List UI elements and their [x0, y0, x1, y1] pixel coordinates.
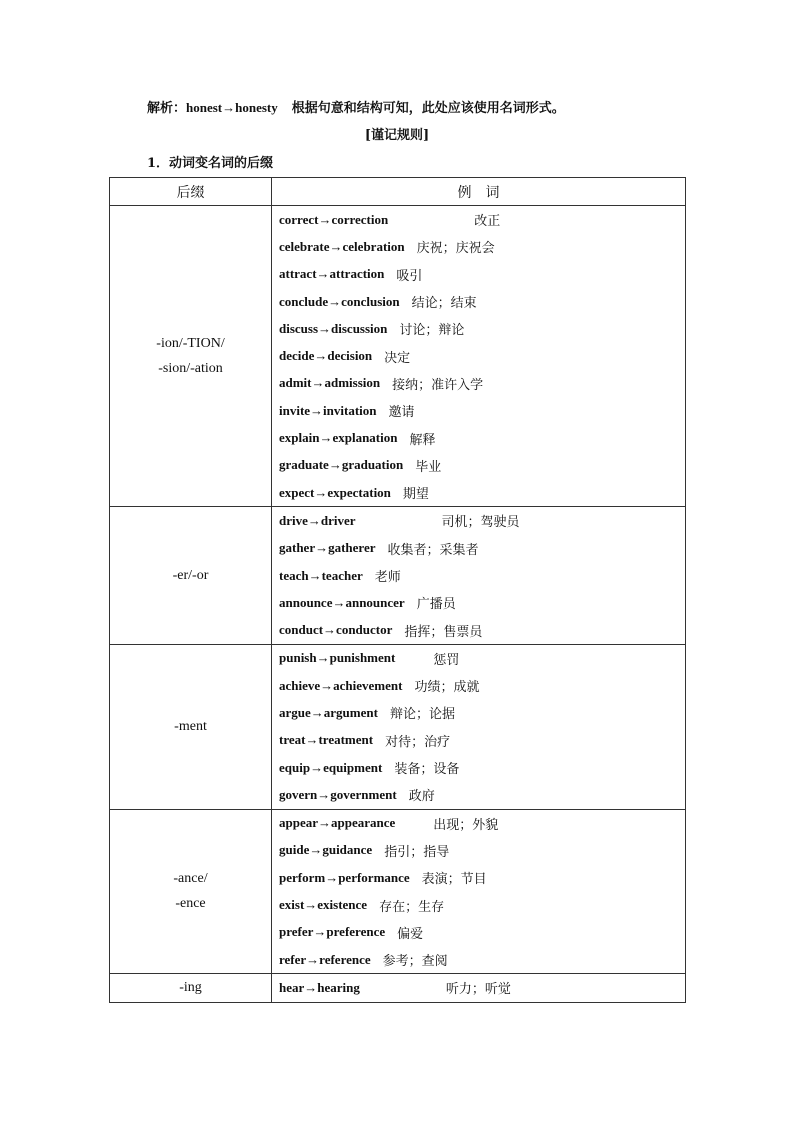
table-row [110, 507, 686, 644]
list-item [279, 479, 685, 506]
example-meaning: 参考；查阅 [382, 954, 448, 970]
list-item [279, 645, 685, 672]
list-item [279, 233, 685, 260]
list-item [279, 342, 685, 369]
list-item [279, 946, 685, 973]
example-word: perform→performance [279, 869, 410, 885]
list-item [279, 562, 685, 589]
example-word: invite→invitation [279, 402, 377, 418]
example-meaning: 指引；指导 [384, 844, 450, 860]
list-item [279, 261, 685, 288]
example-meaning: 庆祝；庆祝会 [416, 241, 495, 257]
example-meaning: 毕业 [415, 459, 442, 475]
list-item [279, 864, 685, 891]
example-word: correct→correction [279, 211, 389, 227]
example-meaning: 表演；节目 [421, 872, 487, 888]
suffix-cell [110, 809, 272, 974]
example-meaning: 收集者；采集者 [387, 542, 479, 558]
section-title: 1．动词变名词的后缀 [147, 156, 274, 171]
example-word: refer→reference [279, 951, 371, 967]
example-word: treat→treatment [279, 732, 374, 748]
examples-cell [272, 644, 686, 809]
table-header-row [110, 178, 686, 206]
examples-cell [272, 507, 686, 644]
example-word: graduate→graduation [279, 457, 404, 473]
list-item [279, 589, 685, 616]
example-word: expect→expectation [279, 484, 391, 500]
list-item [279, 397, 685, 424]
example-list [272, 974, 685, 1001]
example-meaning: 辩论；论据 [389, 707, 455, 723]
example-meaning: 存在；生存 [379, 899, 445, 915]
header-suffix: 后缀 [110, 178, 272, 206]
example-word: decide→decision [279, 348, 373, 364]
list-item [279, 727, 685, 754]
example-word: argue→argument [279, 704, 378, 720]
example-word: punish→punishment [279, 650, 396, 666]
list-item [279, 206, 685, 233]
example-meaning: 司机；驾驶员 [441, 515, 520, 531]
suffix-label-continued: -ence [175, 896, 206, 912]
table-row [110, 809, 686, 974]
analysis-text: 根据句意和结构可知，此处应该使用名词形式。 [291, 101, 565, 116]
example-meaning: 解释 [409, 432, 436, 448]
suffix-cell [110, 206, 272, 507]
example-meaning: 结论；结束 [411, 296, 477, 312]
analysis-line [147, 97, 565, 116]
suffix-label: -er/-or [172, 568, 209, 583]
example-meaning: 接纳；准许入学 [392, 377, 484, 393]
example-list [272, 507, 685, 643]
suffix-cell [110, 644, 272, 809]
example-meaning: 听力；听觉 [445, 982, 511, 998]
example-meaning: 改正 [474, 214, 501, 230]
table-body [110, 206, 686, 1003]
list-item [279, 919, 685, 946]
suffix-label: -ion/-TION/ [156, 336, 225, 352]
example-meaning: 对待；治疗 [385, 734, 451, 750]
example-meaning: 老师 [374, 570, 401, 585]
examples-cell [272, 206, 686, 507]
table-row [110, 974, 686, 1002]
list-item [279, 699, 685, 726]
example-meaning: 功绩；成就 [414, 680, 480, 696]
list-item [279, 452, 685, 479]
analysis-word: honest→honesty [186, 100, 278, 115]
rule-title: [谨记规则] [364, 128, 430, 143]
header-examples: 例 词 [272, 178, 686, 206]
examples-cell [272, 974, 686, 1002]
list-item [279, 781, 685, 808]
example-meaning: 指挥；售票员 [404, 624, 483, 640]
example-word: achieve→achievement [279, 677, 403, 693]
suffix-label: -ance/ [173, 871, 208, 887]
example-meaning: 政府 [408, 789, 435, 805]
example-word: prefer→preference [279, 924, 386, 940]
suffix-label-continued: -sion/-ation [158, 361, 223, 377]
table-row [110, 206, 686, 507]
examples-cell [272, 809, 686, 974]
example-word: guide→guidance [279, 842, 373, 858]
example-meaning: 出现；外貌 [433, 817, 499, 833]
list-item [279, 810, 685, 837]
example-word: exist→existence [279, 897, 368, 913]
example-meaning: 惩罚 [433, 652, 460, 668]
list-item [279, 288, 685, 315]
example-meaning: 邀请 [388, 405, 415, 421]
example-word: discuss→discussion [279, 320, 388, 336]
list-item [279, 535, 685, 562]
analysis-label: 解析： [147, 101, 187, 116]
example-word: appear→appearance [279, 815, 396, 831]
example-word: conclude→conclusion [279, 293, 400, 309]
example-word: drive→driver [279, 512, 356, 528]
list-item [279, 974, 685, 1001]
example-list [272, 206, 685, 506]
example-meaning: 广播员 [416, 597, 456, 613]
example-word: conduct→conductor [279, 622, 393, 638]
suffix-table [109, 177, 686, 1003]
list-item [279, 616, 685, 643]
example-meaning: 讨论；辩论 [399, 323, 465, 339]
example-meaning: 期望 [402, 487, 429, 503]
list-item [279, 837, 685, 864]
list-item [279, 315, 685, 342]
suffix-cell [110, 507, 272, 644]
example-meaning: 偏爱 [397, 926, 424, 942]
example-word: announce→announcer [279, 594, 405, 610]
table-row [110, 644, 686, 809]
list-item [279, 507, 685, 534]
suffix-cell [110, 974, 272, 1002]
example-word: explain→explanation [279, 430, 398, 446]
list-item [279, 891, 685, 918]
suffix-label: -ing [179, 980, 202, 996]
list-item [279, 672, 685, 699]
list-item [279, 370, 685, 397]
example-word: equip→equipment [279, 759, 383, 775]
example-meaning: 决定 [384, 350, 411, 366]
example-list [272, 645, 685, 809]
example-meaning: 装备；设备 [394, 762, 460, 778]
example-word: govern→government [279, 786, 397, 802]
example-list [272, 810, 685, 974]
example-word: admit→admission [279, 375, 381, 391]
example-word: celebrate→celebration [279, 238, 405, 254]
example-word: hear→hearing [279, 979, 360, 995]
example-meaning: 吸引 [396, 268, 423, 284]
list-item [279, 754, 685, 781]
example-word: gather→gatherer [279, 540, 376, 556]
example-word: attract→attraction [279, 266, 385, 282]
example-word: teach→teacher [279, 567, 363, 583]
list-item [279, 424, 685, 451]
suffix-label: -ment [174, 719, 207, 735]
